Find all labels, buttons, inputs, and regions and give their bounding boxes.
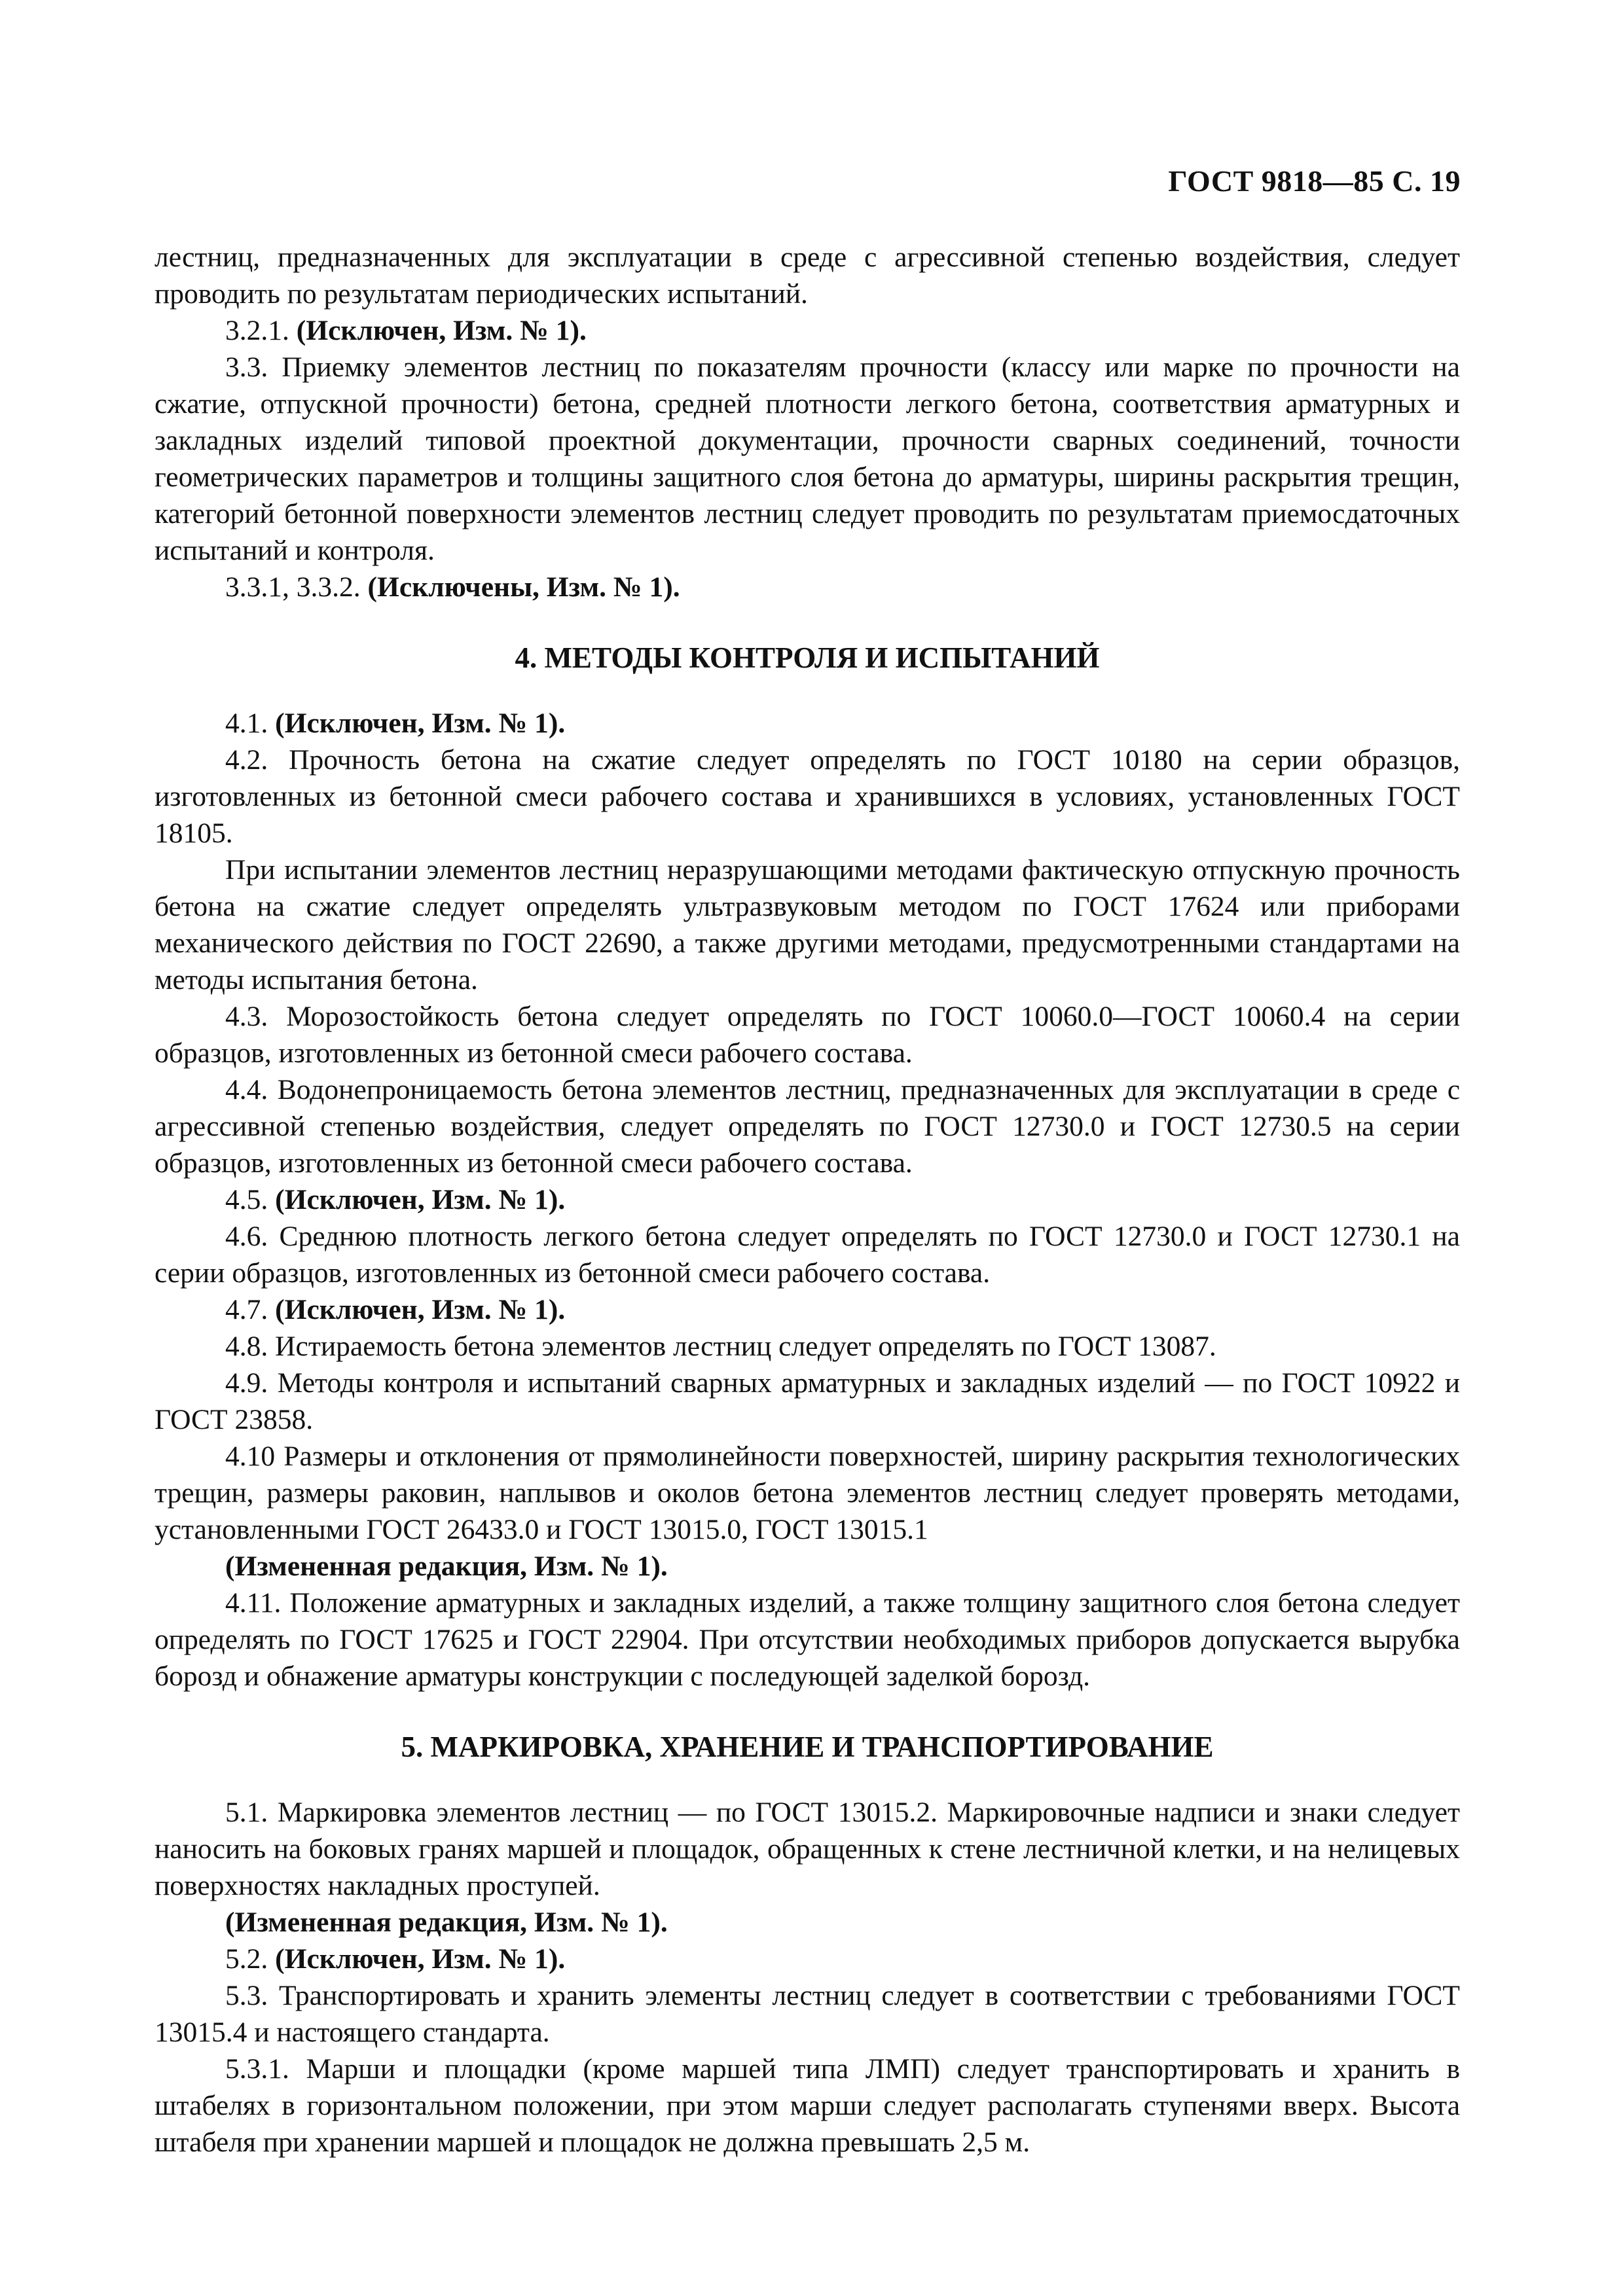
amendment-note: (Исключен, Изм. № 1). xyxy=(275,708,566,739)
paragraph xyxy=(155,1794,1460,1904)
paragraph-text: 4.6. Среднюю плотность легкого бетона следует определять по ГОСТ 12730.0 и ГОСТ 12730.1 на серии образцов, изготовленных из бетонной смеси рабочего состава. xyxy=(155,1221,1460,1289)
amendment-note: (Исключены, Изм. № 1). xyxy=(367,571,680,603)
amendment-note: (Измененная редакция, Изм. № 1). xyxy=(225,1907,668,1938)
amendment-note: (Исключен, Изм. № 1). xyxy=(275,1184,566,1215)
paragraph xyxy=(155,1071,1460,1181)
paragraph-text: 4.8. Истираемость бетона элементов лестниц следует определять по ГОСТ 13087. xyxy=(225,1331,1216,1362)
paragraph-text: лестниц, предназначенных для эксплуатации в среде с агрессивной степенью воздействия, следует проводить по результатам периодических испытаний. xyxy=(155,242,1460,310)
section-heading: 5. МАРКИРОВКА, ХРАНЕНИЕ И ТРАНСПОРТИРОВАНИЕ xyxy=(401,1731,1214,1763)
paragraph xyxy=(155,312,1460,349)
paragraph xyxy=(155,1585,1460,1695)
paragraph-text: 3.3.1, 3.3.2. xyxy=(225,571,368,603)
paragraph-text: 4.11. Положение арматурных и закладных изделий, а также толщину защитного слоя бетона следует определять по ГОСТ 17625 и ГОСТ 22904. При отсутствии необходимых приборов допускается вырубка борозд и обнажение арматуры конструкции с последующей заделкой борозд. xyxy=(155,1587,1460,1692)
paragraph-text: 4.5. xyxy=(225,1184,276,1215)
paragraph xyxy=(155,705,1460,742)
paragraph-text: 4.1. xyxy=(225,708,276,739)
paragraph-text: 3.2.1. xyxy=(225,315,297,346)
paragraph-text: При испытании элементов лестниц неразрушающими методами фактическую отпускную прочность бетона на сжатие следует определять ультразвуковым методом по ГОСТ 17624 или приборами механического действия по ГОСТ 22690, а также другими методами, предусмотренными стандартами на методы испытания бетона. xyxy=(155,854,1460,996)
paragraph-text: 4.10 Размеры и отклонения от прямолинейности поверхностей, ширину раскрытия технологических трещин, размеры раковин, наплывов и околов бетона элементов лестниц следует проверять методами, установленными ГОСТ 26433.0 и ГОСТ 13015.0, ГОСТ 13015.1 xyxy=(155,1441,1460,1545)
paragraph xyxy=(155,1365,1460,1438)
paragraph-text: 5.3.1. Марши и площадки (кроме маршей типа ЛМП) следует транспортировать и хранить в штабелях в горизонтальном положении, при этом марши следует располагать ступенями вверх. Высота штабеля при хранении маршей и площадок не должна превышать 2,5 м. xyxy=(155,2053,1460,2158)
paragraph-text: 4.4. Водонепроницаемость бетона элементов лестниц, предназначенных для эксплуатации в среде с агрессивной степенью воздействия, следует определять по ГОСТ 12730.0 и ГОСТ 12730.5 на серии образцов, изготовленных из бетонной смеси рабочего состава. xyxy=(155,1074,1460,1179)
paragraph xyxy=(155,998,1460,1071)
paragraph-text: 4.7. xyxy=(225,1294,276,1325)
paragraph-text: 5.3. Транспортировать и хранить элементы лестниц следует в соответствии с требованиями ГОСТ 13015.4 и настоящего стандарта. xyxy=(155,1980,1460,2048)
paragraph-text: 4.9. Методы контроля и испытаний сварных арматурных и закладных изделий — по ГОСТ 10922 и ГОСТ 23858. xyxy=(155,1367,1460,1435)
paragraph xyxy=(155,569,1460,605)
paragraph-text: 4.2. Прочность бетона на сжатие следует определять по ГОСТ 10180 на серии образцов, изготовленных из бетонной смеси рабочего состава и хранившихся в условиях, установленных ГОСТ 18105. xyxy=(155,744,1460,849)
paragraph xyxy=(155,349,1460,569)
paragraph xyxy=(155,1548,1460,1585)
amendment-note: (Исключен, Изм. № 1). xyxy=(275,1294,566,1325)
amendment-note: (Измененная редакция, Изм. № 1). xyxy=(225,1551,668,1582)
amendment-note: (Исключен, Изм. № 1). xyxy=(275,1943,566,1975)
document-body xyxy=(155,239,1460,2161)
paragraph xyxy=(155,852,1460,998)
paragraph xyxy=(155,1438,1460,1548)
section-heading: 4. МЕТОДЫ КОНТРОЛЯ И ИСПЫТАНИЙ xyxy=(515,641,1100,674)
paragraph xyxy=(155,1291,1460,1328)
paragraph xyxy=(155,1181,1460,1218)
paragraph xyxy=(155,1977,1460,2051)
paragraph xyxy=(155,1904,1460,1941)
amendment-note: (Исключен, Изм. № 1). xyxy=(296,315,587,346)
page-header: ГОСТ 9818—85 С. 19 xyxy=(1168,164,1461,198)
paragraph xyxy=(155,742,1460,852)
paragraph xyxy=(155,1328,1460,1365)
paragraph xyxy=(155,2051,1460,2161)
paragraph-text: 5.1. Маркировка элементов лестниц — по ГОСТ 13015.2. Маркировочные надписи и знаки следует наносить на боковых гранях маршей и площадок, обращенных к стене лестничной клетки, и на нелицевых поверхностях накладных проступей. xyxy=(155,1797,1460,1901)
paragraph-text: 3.3. Приемку элементов лестниц по показателям прочности (классу или марке по прочности на сжатие, отпускной прочности) бетона, средней плотности легкого бетона, соответствия арматурных и закладных изделий типовой проектной документации, прочности сварных соединений, точности геометрических параметров и толщины защитного слоя бетона до арматуры, ширины раскрытия трещин, категорий бетонной поверхности элементов лестниц следует проводить по результатам приемосдаточных испытаний и контроля. xyxy=(155,351,1460,566)
paragraph xyxy=(155,1218,1460,1291)
paragraph xyxy=(155,239,1460,312)
paragraph-text: 5.2. xyxy=(225,1943,276,1975)
paragraph xyxy=(155,1941,1460,1977)
paragraph-text: 4.3. Морозостойкость бетона следует определять по ГОСТ 10060.0—ГОСТ 10060.4 на серии образцов, изготовленных из бетонной смеси рабочего состава. xyxy=(155,1001,1460,1069)
